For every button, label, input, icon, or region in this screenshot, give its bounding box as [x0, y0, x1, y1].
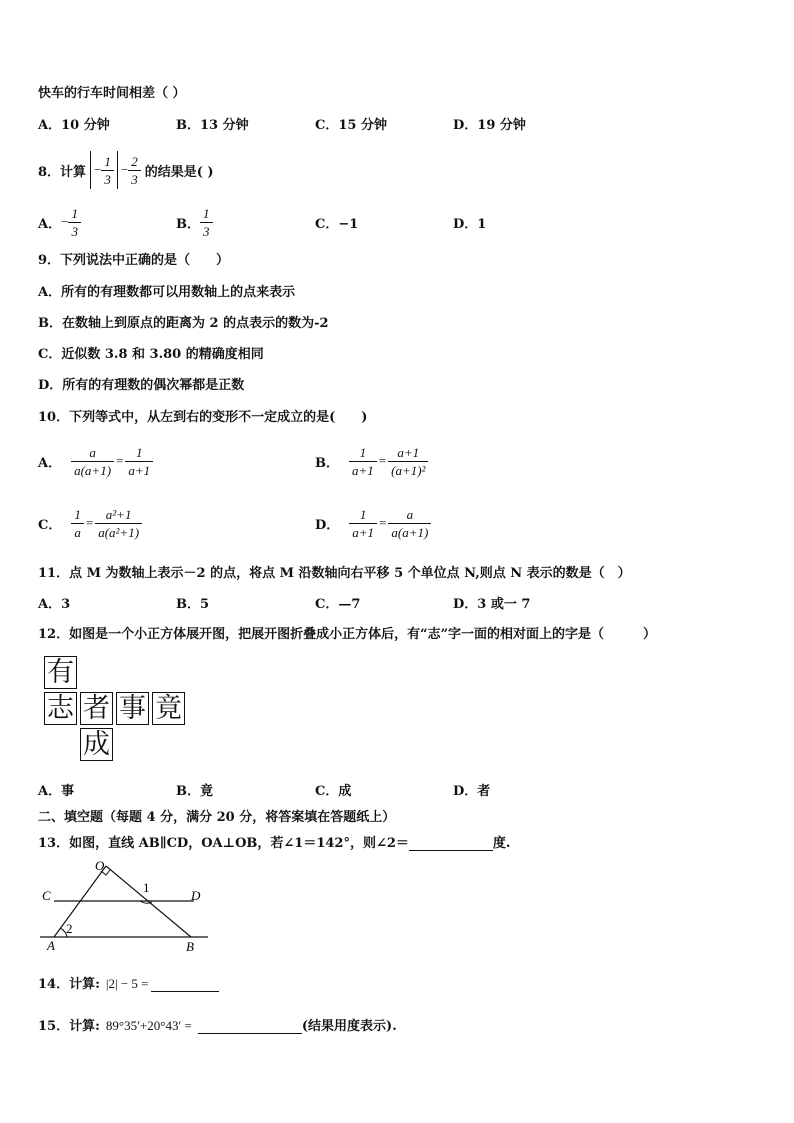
q11-option-a: A．3 — [38, 597, 71, 612]
q8-expression — [90, 151, 141, 189]
cube-face-bottom: 成 — [80, 728, 113, 761]
q8-option-d: D．1 — [453, 217, 487, 232]
q10-option-c: C． $\frac{1}{a}$ = $\frac{\text{a²+1}}{\text{a(a²+1)}}$ — [38, 502, 142, 544]
q8-fraction-1: $\frac{1}{3}$ — [101, 153, 114, 188]
q9-stem: 9．下列说法中正确的是（ ） — [38, 253, 230, 268]
q15-prefix: 15．计算: — [38, 1019, 100, 1034]
q8-minus-2: − — [120, 162, 129, 177]
q15-expression: 89°35′+20°43′ = — [105, 1018, 192, 1033]
q13-figure-svg — [36, 856, 212, 956]
q13-question — [38, 832, 510, 851]
q8-option-b: B． $\frac{1}{3}$ — [176, 202, 213, 242]
q7-option-c: C．15 分钟 — [315, 118, 387, 133]
q8-fraction-2: $\frac{2}{3}$ — [128, 153, 141, 188]
angle-label-2: 2 — [66, 921, 73, 936]
q11-option-c: C．—7 — [315, 597, 361, 612]
q12-option-a: A．事 — [38, 784, 75, 799]
q11-option-d: D．3 或一 7 — [453, 597, 531, 612]
angle-label-1: 1 — [143, 880, 150, 895]
q8-question — [38, 150, 214, 190]
q9-option-a: A．所有的有理数都可以用数轴上的点来表示 — [38, 285, 296, 300]
q14-prefix: 14．计算: — [38, 977, 100, 992]
q14-answer-blank — [151, 977, 219, 992]
q13-tail: 度. — [492, 836, 511, 851]
label-o: O — [95, 858, 105, 873]
cube-face-row-4: 竟 — [152, 692, 185, 725]
q10-stem: 10．下列等式中，从左到右的变形不一定成立的是( ) — [38, 410, 368, 425]
cube-net-figure — [44, 656, 188, 764]
cube-face-top: 有 — [44, 656, 77, 689]
q12-option-c: C．成 — [315, 784, 352, 799]
q7-stem-tail: 快车的行车时间相差（ ） — [38, 86, 186, 101]
q9-option-c: C．近似数 3.8 和 3.80 的精确度相同 — [38, 347, 264, 362]
label-b: B — [186, 939, 194, 954]
q7-option-a: A．10 分钟 — [38, 118, 110, 133]
cube-face-row-3: 事 — [116, 692, 149, 725]
q10-option-a: A． $\frac{a}{a(a+1)}$ = $\frac{1}{a+1}$ — [38, 440, 153, 482]
abs-bar-left — [90, 151, 91, 189]
q8-prefix: 8．计算 — [38, 164, 87, 180]
section-heading-fill-blank: 二、填空题（每题 4 分，满分 20 分，将答案填在答题纸上） — [38, 810, 396, 825]
q10-option-d: D． $\frac{1}{a+1}$ = $\frac{a}{a(a+1)}$ — [315, 502, 431, 544]
cube-face-row-2: 者 — [80, 692, 113, 725]
q15-question — [38, 1015, 397, 1034]
q8-option-a: A． − $\frac{1}{3}$ — [38, 202, 81, 242]
q11-stem: 11．点 M 为数轴上表示－2 的点，将点 M 沿数轴向右平移 5 个单位点 N,则点 N 表示的数是（ ） — [38, 566, 631, 581]
q10-option-b: B． $\frac{1}{a+1}$ = $\frac{a+1}{\text{(a+1)²}}$ — [315, 440, 428, 482]
q12-option-d: D．者 — [453, 784, 491, 799]
q12-stem: 12．如图是一个小正方体展开图，把展开图折叠成小正方体后，有“志”字一面的相对面上的字是（ ） — [38, 627, 657, 642]
q8-minus-1: − — [94, 162, 102, 177]
label-c: C — [42, 888, 51, 903]
q12-option-b: B．竟 — [176, 784, 213, 799]
label-a: A — [47, 938, 55, 953]
q15-tail: (结果用度表示). — [301, 1019, 397, 1034]
q13-stem: 13．如图，直线 AB∥CD，OA⊥OB，若∠1＝142°，则∠2＝ — [38, 836, 409, 851]
q15-answer-blank — [198, 1019, 302, 1034]
q7-option-d: D．19 分钟 — [453, 118, 526, 133]
q13-answer-blank — [409, 836, 493, 851]
q9-option-b: B．在数轴上到原点的距离为 2 的点表示的数为-2 — [38, 316, 329, 331]
q14-expression: |2| − 5 = — [105, 976, 149, 991]
q11-option-b: B．5 — [176, 597, 210, 612]
cube-face-row-1: 志 — [44, 692, 77, 725]
q13-parallel-lines-figure — [36, 856, 212, 956]
q7-option-b: B．13 分钟 — [176, 118, 249, 133]
label-d: D — [191, 888, 201, 903]
q14-question — [38, 973, 219, 992]
q8-suffix: 的结果是( ) — [144, 164, 214, 180]
abs-bar-right — [117, 151, 118, 189]
q9-option-d: D．所有的有理数的偶次幂都是正数 — [38, 378, 245, 393]
q8-option-c: C．−1 — [315, 217, 359, 232]
